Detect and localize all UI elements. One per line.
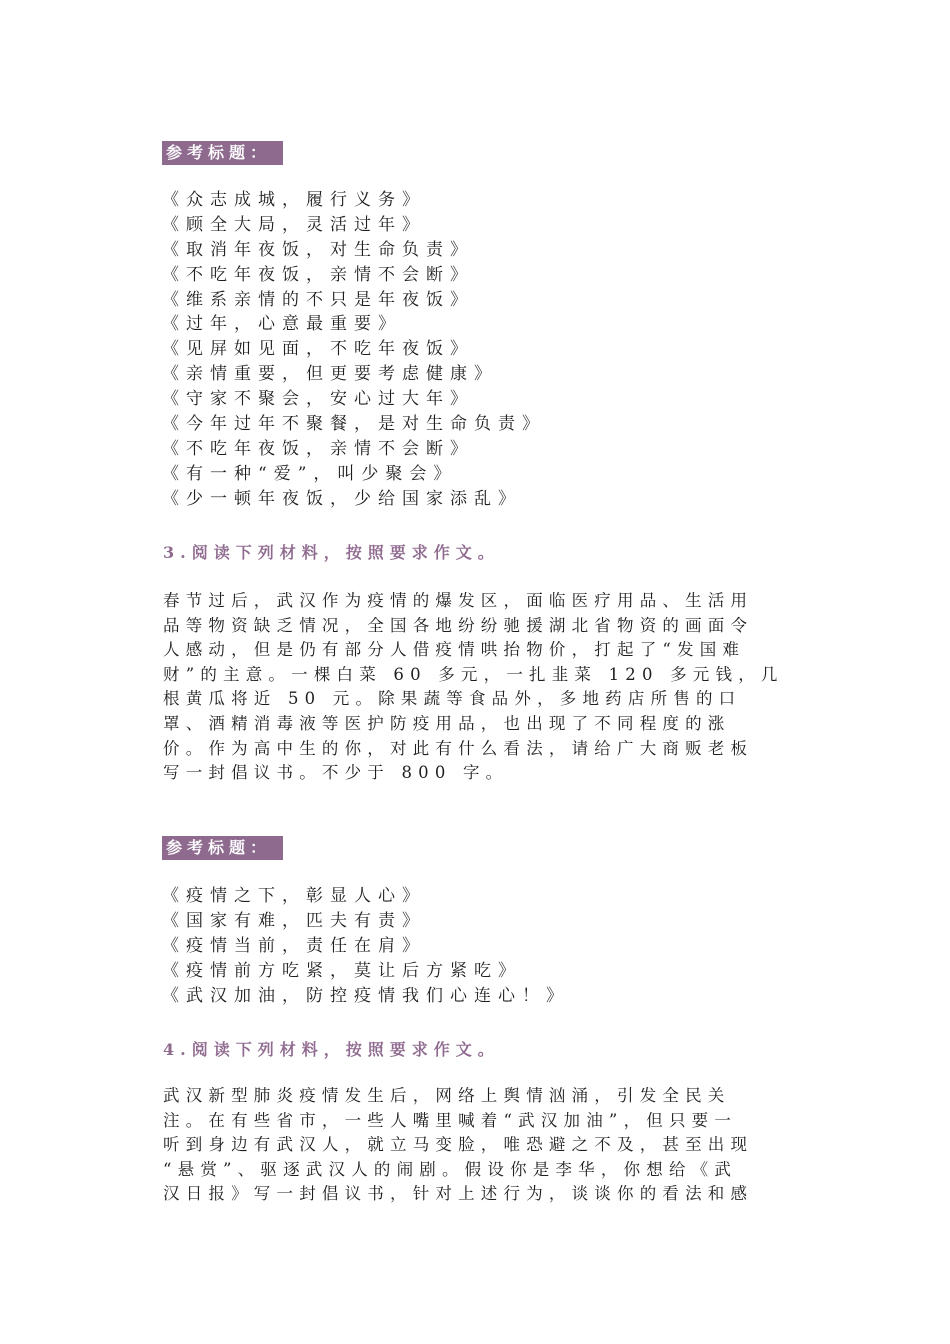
reference-title: 《亲情重要，但更要考虑健康》: [162, 364, 498, 385]
reference-title: 《少一顿年夜饭，少给国家添乱》: [162, 488, 522, 509]
reference-title: 《众志成城，履行义务》: [162, 190, 426, 210]
reference-title: 《过年，心意最重要》: [162, 314, 402, 335]
question-3-material: [163, 589, 784, 786]
material-line: 根黄瓜将近 50 元。除果蔬等食品外，多地药店所售的口: [163, 689, 742, 709]
reference-title: 《疫情之下，彰显人心》: [162, 886, 426, 906]
question-4-material: [163, 1084, 753, 1207]
reference-title: 《取消年夜饭，对生命负责》: [162, 239, 474, 260]
question-4-heading: 4.阅读下列材料，按照要求作文。: [163, 1040, 500, 1059]
material-line: 写一封倡议书。不少于 800 字。: [163, 763, 509, 783]
reference-title: 《武汉加油，防控疫情我们心连心！》: [162, 985, 570, 1006]
material-line: 价。作为高中生的你，对此有什么看法，请给广大商贩老板: [163, 738, 754, 758]
reference-titles-badge: 参考标题：: [162, 836, 283, 860]
reference-title: 《今年过年不聚餐，是对生命负责》: [162, 414, 546, 435]
reference-title: 《不吃年夜饭，亲情不会断》: [162, 264, 474, 285]
material-line: 注。在有些省市，一些人嘴里喊着“武汉加油”，但只要一: [163, 1110, 738, 1130]
reference-title: 《疫情当前，责任在肩》: [162, 935, 426, 956]
reference-title: 《有一种“爱”，叫少聚会》: [162, 463, 458, 484]
reference-titles-list: [162, 188, 546, 512]
material-line: 武汉新型肺炎疫情发生后，网络上舆情汹涌，引发全民关: [163, 1086, 731, 1105]
reference-titles-badge: 参考标题：: [162, 141, 283, 165]
reference-title: 《顾全大局，灵活过年》: [162, 214, 426, 235]
material-line: 春节过后，武汉作为疫情的爆发区，面临医疗用品、生活用: [163, 591, 754, 610]
reference-titles-list: [162, 884, 570, 1008]
material-line: “悬赏”、驱逐武汉人的闹剧。假设你是李华，你想给《武: [163, 1159, 738, 1179]
reference-title: 《守家不聚会，安心过大年》: [162, 389, 474, 410]
material-line: 罩、酒精消毒液等医护防疫用品，也出现了不同程度的涨: [163, 713, 731, 733]
reference-title: 《见屏如见面，不吃年夜饭》: [162, 339, 474, 360]
reference-title: 《维系亲情的不只是年夜饭》: [162, 289, 474, 310]
material-line: 听到身边有武汉人，就立马变脸，唯恐避之不及，甚至出现: [163, 1135, 754, 1155]
material-line: 财”的主意。一棵白菜 60 多元，一扎韭菜 120 多元钱，几: [163, 664, 784, 684]
question-3-heading: 3.阅读下列材料，按照要求作文。: [163, 543, 500, 562]
reference-title: 《国家有难，匹夫有责》: [162, 910, 426, 931]
reference-title: 《不吃年夜饭，亲情不会断》: [162, 438, 474, 459]
reference-title: 《疫情前方吃紧，莫让后方紧吃》: [162, 960, 522, 981]
material-line: 人感动，但是仍有部分人借疫情哄抬物价，打起了“发国难: [163, 640, 746, 660]
material-line: 汉日报》写一封倡议书，针对上述行为，谈谈你的看法和感: [163, 1184, 754, 1204]
material-line: 品等物资缺乏情况，全国各地纷纷驰援湖北省物资的画面令: [163, 615, 754, 635]
